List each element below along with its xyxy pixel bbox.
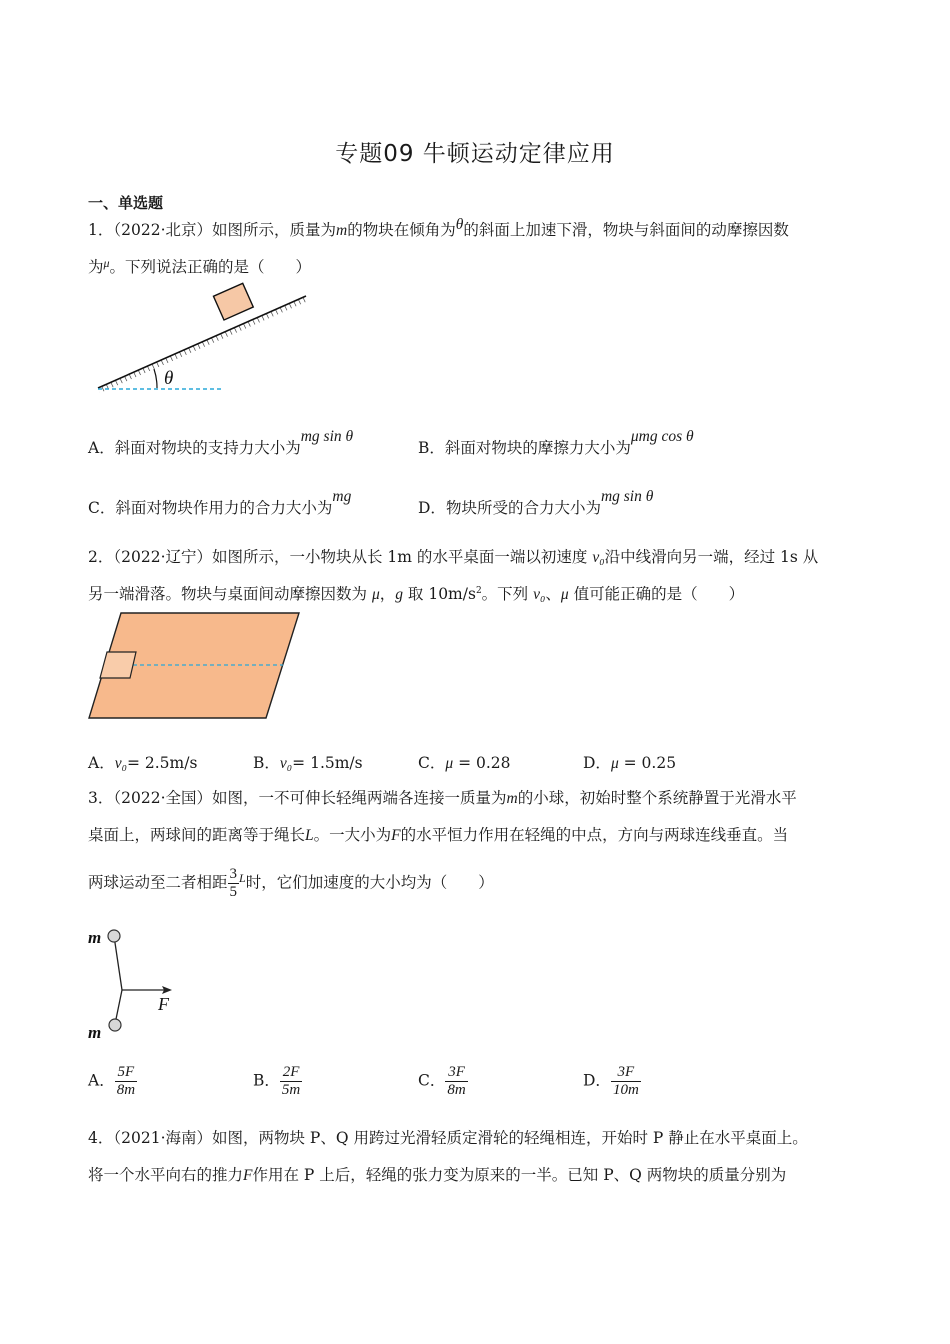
q2-line-1: 2．（2022·辽宁）如图所示，一小物块从长 1m 的水平桌面一端以初速度 v₀沿中线滑向另一端，经过 1s 从 [88, 548, 819, 566]
label-F: F [158, 994, 169, 1014]
q2-option-c[interactable]: C．μ = 0.28 [418, 754, 511, 772]
q1-option-c[interactable]: C．斜面对物块作用力的合力大小为mg [88, 488, 352, 517]
q2-option-a[interactable]: A．v₀= 2.5m/s [88, 754, 198, 772]
ball-top [108, 930, 120, 942]
q4-number: 4． [88, 1129, 114, 1147]
label-m-top: m [88, 928, 102, 947]
q2-source: （2022·辽宁） [113, 548, 212, 566]
q4-line-1: 4．（2021·海南）如图，两物块 P、Q 用跨过光滑轻质定滑轮的轻绳相连，开始时 P 静止在水平桌面上。 [88, 1129, 808, 1147]
q2-option-b[interactable]: B．v₀= 1.5m/s [253, 754, 363, 772]
q1-option-a[interactable]: A．斜面对物块的支持力大小为mg sin θ [88, 428, 354, 457]
q1-incline-figure [96, 292, 316, 402]
q3-source: （2022·全国） [113, 789, 212, 807]
q3-option-d[interactable]: D． $\frac{3F}{10m}$ [583, 1064, 639, 1098]
incline-hatch [98, 296, 308, 393]
q1-line-1: 1．（2022·北京）如图所示，质量为m的物块在倾角为θ的斜面上加速下滑，物块与斜面间的动摩擦因数 [88, 216, 789, 239]
q1-line-2: 为$^\mu$。下列说法正确的是（ ） [88, 256, 312, 276]
q3-option-a[interactable]: A． $\frac{5F}{8m}$ [88, 1064, 136, 1098]
q3-fraction: $\frac{3}{5}$ [229, 866, 238, 900]
incline-surface [98, 296, 306, 388]
q3-line-3: 两球运动至二者相距 $\frac{3}{5}$ $^L$时，它们加速度的大小均为（ ） [88, 866, 494, 900]
q2-number: 2． [88, 548, 114, 566]
label-m-bottom: m [88, 1023, 102, 1042]
q2-table-figure [88, 612, 303, 720]
q3-line-1: 3．（2022·全国）如图，一不可伸长轻绳两端各连接一质量为m的小球，初始时整个系统静置于光滑水平 [88, 789, 797, 807]
q3-option-b[interactable]: B． $\frac{2F}{5m}$ [253, 1064, 301, 1098]
block [213, 283, 253, 320]
page-title: 专题09 牛顿运动定律应用 [335, 141, 615, 167]
theta-label: θ [164, 368, 174, 389]
q1-source: （2022·北京） [113, 221, 212, 239]
q4-line-2: 将一个水平向右的推力F作用在 P 上后，轻绳的张力变为原来的一半。已知 P、Q 两物块的质量分别为 [88, 1166, 787, 1184]
q2-option-d[interactable]: D．μ = 0.25 [583, 754, 677, 772]
q1-option-d[interactable]: D．物块所受的合力大小为mg sin θ [418, 488, 654, 517]
q1-number: 1． [88, 221, 114, 239]
q3-line-2: 桌面上，两球间的距离等于绳长L。一大小为F的水平恒力作用在轻绳的中点，方向与两球连线垂直。当 [88, 826, 789, 844]
angle-arc [154, 369, 157, 388]
q1-option-b[interactable]: B．斜面对物块的摩擦力大小为μmg cos θ [418, 428, 694, 457]
section-heading: 一、单选题 [88, 194, 164, 212]
q3-rope-figure [86, 926, 186, 1046]
rope-upper [114, 936, 122, 990]
q4-source: （2021·海南） [113, 1129, 212, 1147]
small-block [100, 652, 136, 678]
q2-line-2: 另一端滑落。物块与桌面间动摩擦因数为 μ，g 取 $10m/s^2$。下列 v₀、μ 值可能正确的是（ ） [88, 585, 745, 603]
q3-number: 3． [88, 789, 114, 807]
q3-option-c[interactable]: C． $\frac{3F}{8m}$ [418, 1064, 466, 1098]
ball-bottom [109, 1019, 121, 1031]
